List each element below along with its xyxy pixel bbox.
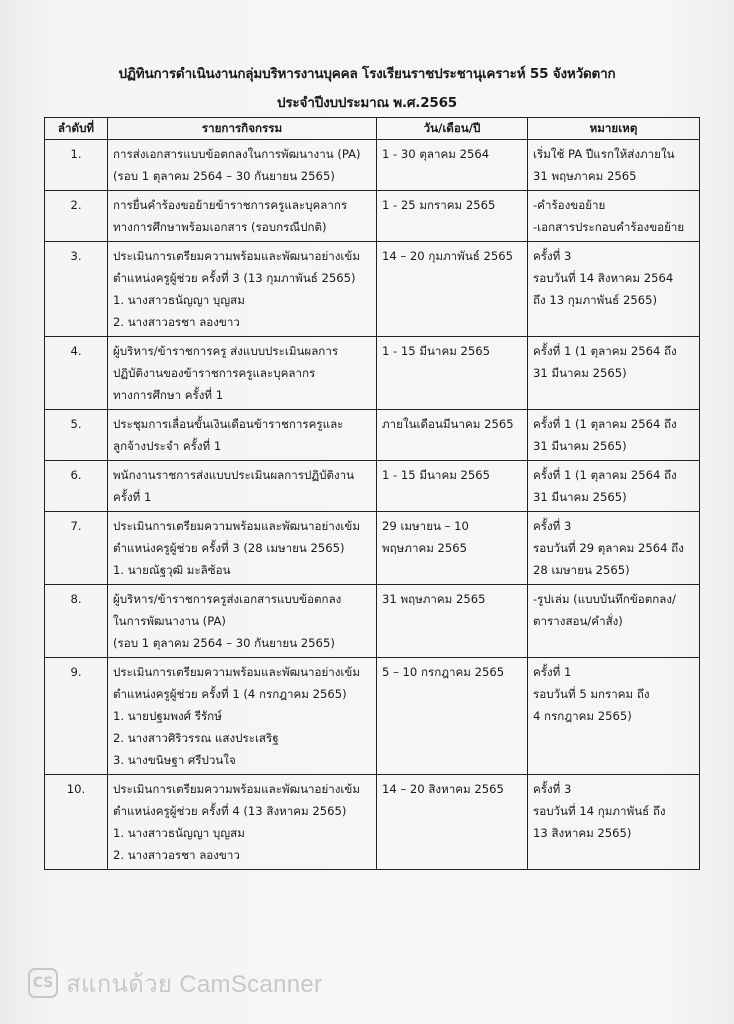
note-cell [528,242,700,337]
note-line: ตารางสอน/คำสั่ง) [533,614,623,628]
activity-line: ปฏิบัติงานของข้าราชการครูและบุคลากร [113,366,316,380]
row-number: 5. [45,410,108,461]
note-cell [528,585,700,658]
table-row [45,410,700,461]
activity-line: 1. นายปฐมพงศ์ รีรักษ์ [113,709,222,723]
table-row [45,191,700,242]
schedule-table [44,117,700,870]
table-body [45,140,700,870]
activity-line: (รอบ 1 ตุลาคม 2564 – 30 กันยายน 2565) [113,636,335,650]
activity-line: ประชุมการเลื่อนขั้นเงินเดือนข้าราชการครูและ [113,417,344,431]
activity-line: 3. นางขนิษฐา ศรีปวนใจ [113,753,236,767]
note-line: 28 เมษายน 2565) [533,563,630,577]
date-line: 14 – 20 สิงหาคม 2565 [382,782,504,796]
date-line: 1 - 30 ตุลาคม 2564 [382,147,490,161]
note-line: 31 พฤษภาคม 2565 [533,169,637,183]
note-line: รอบวันที่ 14 กุมภาพันธ์ ถึง [533,804,666,818]
note-line: 13 สิงหาคม 2565) [533,826,632,840]
activity-line: พนักงานราชการส่งแบบประเมินผลการปฏิบัติงาน [113,468,355,482]
note-line: 31 มีนาคม 2565) [533,439,627,453]
note-line: ครั้งที่ 1 (1 ตุลาคม 2564 ถึง [533,468,677,482]
note-line: ครั้งที่ 1 (1 ตุลาคม 2564 ถึง [533,417,677,431]
activity-line: ผู้บริหาร/ข้าราชการครู ส่งแบบประเมินผลการ [113,344,339,358]
activity-line: 2. นางสาวอรชา ลองขาว [113,315,240,329]
date-cell [377,585,528,658]
date-cell [377,410,528,461]
date-cell [377,337,528,410]
activity-line: ประเมินการเตรียมความพร้อมและพัฒนาอย่างเข้ม [113,249,360,263]
note-line: -รูปเล่ม (แบบบันทึกข้อตกลง/ [533,592,676,606]
activity-cell [108,775,377,870]
activity-line: ตำแหน่งครูผู้ช่วย ครั้งที่ 1 (4 กรกฎาคม 2565) [113,687,347,701]
note-line: ครั้งที่ 3 [533,519,572,533]
header-no: ลำดับที่ [45,118,108,140]
activity-cell [108,140,377,191]
header-note: หมายเหตุ [528,118,700,140]
date-line: ภายในเดือนมีนาคม 2565 [382,417,514,431]
row-number: 4. [45,337,108,410]
date-cell [377,242,528,337]
date-line: 5 – 10 กรกฎาคม 2565 [382,665,505,679]
note-line: 4 กรกฎาคม 2565) [533,709,632,723]
note-line: -คำร้องขอย้าย [533,198,606,212]
note-line: รอบวันที่ 5 มกราคม ถึง [533,687,650,701]
note-line: ครั้งที่ 1 (1 ตุลาคม 2564 ถึง [533,344,677,358]
activity-line: ประเมินการเตรียมความพร้อมและพัฒนาอย่างเข้ม [113,519,360,533]
table-row [45,775,700,870]
table-header-row [45,118,700,140]
activity-line: ตำแหน่งครูผู้ช่วย ครั้งที่ 3 (13 กุมภาพันธ์ 2565) [113,271,356,285]
table-row [45,242,700,337]
activity-line: 2. นางสาวศิริวรรณ แสงประเสริฐ [113,731,279,745]
date-line: พฤษภาคม 2565 [382,541,468,555]
activity-cell [108,658,377,775]
note-line: ครั้งที่ 3 [533,782,572,796]
row-number: 1. [45,140,108,191]
camscanner-watermark [28,963,322,1003]
activity-cell [108,585,377,658]
activity-line: ตำแหน่งครูผู้ช่วย ครั้งที่ 4 (13 สิงหาคม 2565) [113,804,347,818]
activity-cell [108,191,377,242]
document-subtitle: ประจำปีงบประมาณ พ.ศ.2565 [277,95,457,111]
document-title: ปฏิทินการดำเนินงานกลุ่มบริหารงานบุคคล โรงเรียนราชประชานุเคราะห์ 55 จังหวัดตาก [118,66,616,82]
activity-line: ครั้งที่ 1 [113,490,152,504]
row-number: 10. [45,775,108,870]
table-row [45,585,700,658]
table-row [45,337,700,410]
note-line: -เอกสารประกอบคำร้องขอย้าย [533,220,685,234]
note-line: รอบวันที่ 29 ตุลาคม 2564 ถึง [533,541,684,555]
note-line: 31 มีนาคม 2565) [533,490,627,504]
note-line: ครั้งที่ 1 [533,665,572,679]
note-cell [528,140,700,191]
activity-cell [108,461,377,512]
watermark-text: สแกนด้วย CamScanner [66,970,323,998]
row-number: 9. [45,658,108,775]
row-number: 3. [45,242,108,337]
date-line: 29 เมษายน – 10 [382,519,469,533]
activity-line: 1. นางสาวธนัญญา บุญสม [113,826,245,840]
note-line: 31 มีนาคม 2565) [533,366,627,380]
note-cell [528,410,700,461]
activity-line: 1. นางสาวธนัญญา บุญสม [113,293,245,307]
camscanner-logo: CS [28,968,58,998]
row-number: 8. [45,585,108,658]
activity-line: ตำแหน่งครูผู้ช่วย ครั้งที่ 3 (28 เมษายน 2565) [113,541,345,555]
activity-line: การส่งเอกสารแบบข้อตกลงในการพัฒนางาน (PA) [113,147,361,161]
date-line: 1 - 15 มีนาคม 2565 [382,344,491,358]
header-activity: รายการกิจกรรม [108,118,377,140]
activity-cell [108,337,377,410]
activity-line: ประเมินการเตรียมความพร้อมและพัฒนาอย่างเข้ม [113,665,360,679]
note-cell [528,191,700,242]
activity-line: 2. นางสาวอรชา ลองขาว [113,848,240,862]
date-cell [377,140,528,191]
date-cell [377,512,528,585]
activity-line: ลูกจ้างประจำ ครั้งที่ 1 [113,439,222,453]
activity-line: (รอบ 1 ตุลาคม 2564 – 30 กันยายน 2565) [113,169,335,183]
activity-line: 1. นายณัฐวุฒิ มะลิซ้อน [113,563,231,577]
date-cell [377,658,528,775]
date-cell [377,191,528,242]
note-cell [528,658,700,775]
table-row [45,140,700,191]
activity-line: ทางการศึกษาพร้อมเอกสาร (รอบกรณีปกติ) [113,220,327,234]
header-date: วัน/เดือน/ปี [377,118,528,140]
row-number: 2. [45,191,108,242]
date-line: 14 – 20 กุมภาพันธ์ 2565 [382,249,514,263]
table-row [45,512,700,585]
date-cell [377,461,528,512]
row-number: 7. [45,512,108,585]
note-line: ถึง 13 กุมภาพันธ์ 2565) [533,293,657,307]
date-line: 1 - 25 มกราคม 2565 [382,198,496,212]
note-cell [528,461,700,512]
activity-line: ทางการศึกษา ครั้งที่ 1 [113,388,224,402]
note-line: ครั้งที่ 3 [533,249,572,263]
date-line: 31 พฤษภาคม 2565 [382,592,486,606]
table-row [45,461,700,512]
activity-line: การยื่นคำร้องขอย้ายข้าราชการครูและบุคลากร [113,198,348,212]
activity-cell [108,242,377,337]
activity-cell [108,512,377,585]
note-line: รอบวันที่ 14 สิงหาคม 2564 [533,271,674,285]
date-line: 1 - 15 มีนาคม 2565 [382,468,491,482]
note-cell [528,512,700,585]
note-line: เริ่มใช้ PA ปีแรกให้ส่งภายใน [533,147,675,161]
note-cell [528,337,700,410]
activity-line: ผู้บริหาร/ข้าราชการครูส่งเอกสารแบบข้อตกลง [113,592,342,606]
activity-line: ประเมินการเตรียมความพร้อมและพัฒนาอย่างเข้ม [113,782,360,796]
note-cell [528,775,700,870]
date-cell [377,775,528,870]
table-row [45,658,700,775]
activity-cell [108,410,377,461]
activity-line: ในการพัฒนางาน (PA) [113,614,226,628]
row-number: 6. [45,461,108,512]
